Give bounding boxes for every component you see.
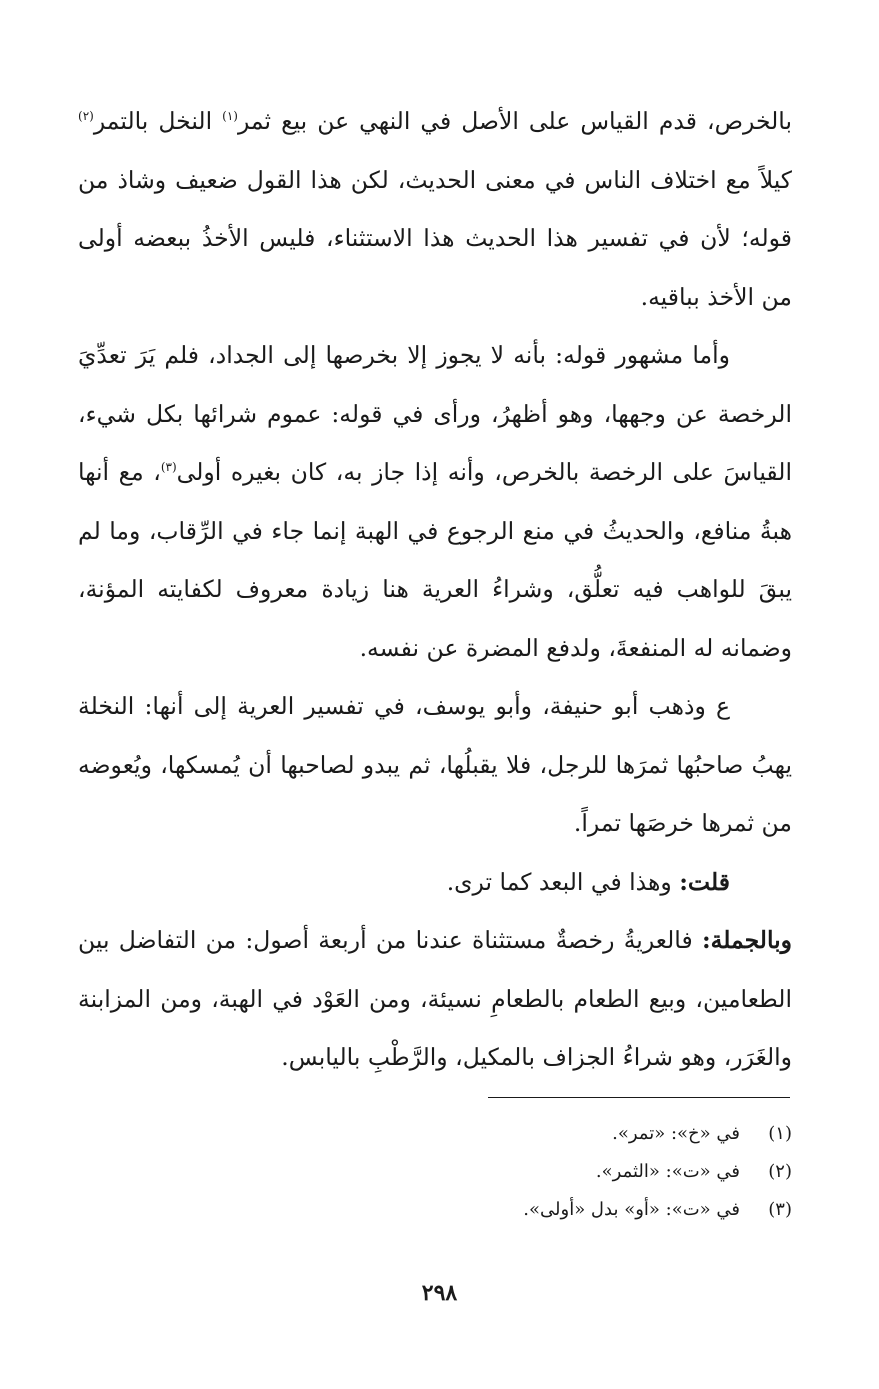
footnote-text: في «ت»: «الثمر».	[595, 1161, 740, 1182]
footnote-ref: (٢)	[78, 109, 94, 124]
footnote-text: في «خ»: «تمر».	[612, 1123, 740, 1144]
footnote-text: في «ت»: «أو» بدل «أولى».	[523, 1199, 740, 1220]
footnotes	[78, 1115, 792, 1229]
footnote-1	[78, 1115, 792, 1153]
paragraph-4	[78, 853, 792, 912]
paragraph-3	[78, 677, 792, 853]
lead-word: وبالجملة:	[701, 926, 792, 954]
text-run: النخل بالتمر	[93, 107, 223, 135]
paragraph-2	[78, 326, 792, 677]
text-run: بالخرص، قدم القياس على الأصل في النهي عن بيع ثمر	[237, 107, 792, 135]
page-number: ٢٩٨	[421, 1280, 458, 1306]
paragraph-5	[78, 911, 792, 1087]
text-run: فالعريةُ رخصةٌ مستثناة عندنا من أربعة أصول: من التفاضل بين الطعامين، وبيع الطعام بالطعامِ نسيئة، ومن العَوْد في الهبة، ومن المزابنة والغَرَر، وهو شراءُ الجزاف بالمكيل، والرَّطْبِ باليابس.	[78, 926, 792, 1071]
footnote-number: (٣)	[768, 1199, 792, 1220]
footnote-3	[78, 1191, 792, 1229]
text-run: كيلاً مع اختلاف الناس في معنى الحديث، لكن هذا القول ضعيف وشاذ من قوله؛ لأن في تفسير هذا الحديث هذا الاستثناء، فليس الأخذُ ببعضه أولى من الأخذ بباقيه.	[78, 165, 792, 311]
footnote-number: (١)	[768, 1123, 792, 1144]
text-run: وهذا في البعد كما ترى.	[446, 867, 680, 896]
footnote-2	[78, 1153, 792, 1191]
text-run: ، مع أنها هبةُ منافع، والحديثُ في منع الرجوع في الهبة إنما جاء في الرِّقاب، وما لم يبقَ للواهب فيه تعلُّق، وشراءُ العرية هنا زيادة معروف لكفايته المؤنة، وضمانه له المنفعةَ، ولدفع المضرة عن نفسه.	[78, 458, 792, 662]
text-run: ع وذهب أبو حنيفة، وأبو يوسف، في تفسير العرية إلى أنها: النخلة يهبُ صاحبُها ثمرَها للرجل، فلا يقبلُها، ثم يبدو لصاحبها أن يُمسكها، ويُعوضه من ثمرها خرصَها تمراً.	[78, 692, 792, 837]
main-text	[78, 92, 792, 1087]
footnote-number: (٢)	[768, 1161, 792, 1182]
lead-word: قلت:	[679, 867, 730, 896]
paragraph-1	[78, 92, 792, 326]
footnote-ref: (٣)	[160, 460, 177, 475]
footnote-ref: (١)	[222, 109, 238, 124]
footnote-separator	[488, 1097, 790, 1098]
text-run: وأما مشهور قوله: بأنه لا يجوز إلا بخرصها إلى الجداد، فلم يَرَ تعدِّيَ الرخصة عن وجهها، وهو أظهرُ، ورأى في قوله: عموم شرائها بكل شيء، القياسَ على الرخصة بالخرص، وأنه إذا جاز به، كان بغيره أولى	[78, 341, 792, 486]
